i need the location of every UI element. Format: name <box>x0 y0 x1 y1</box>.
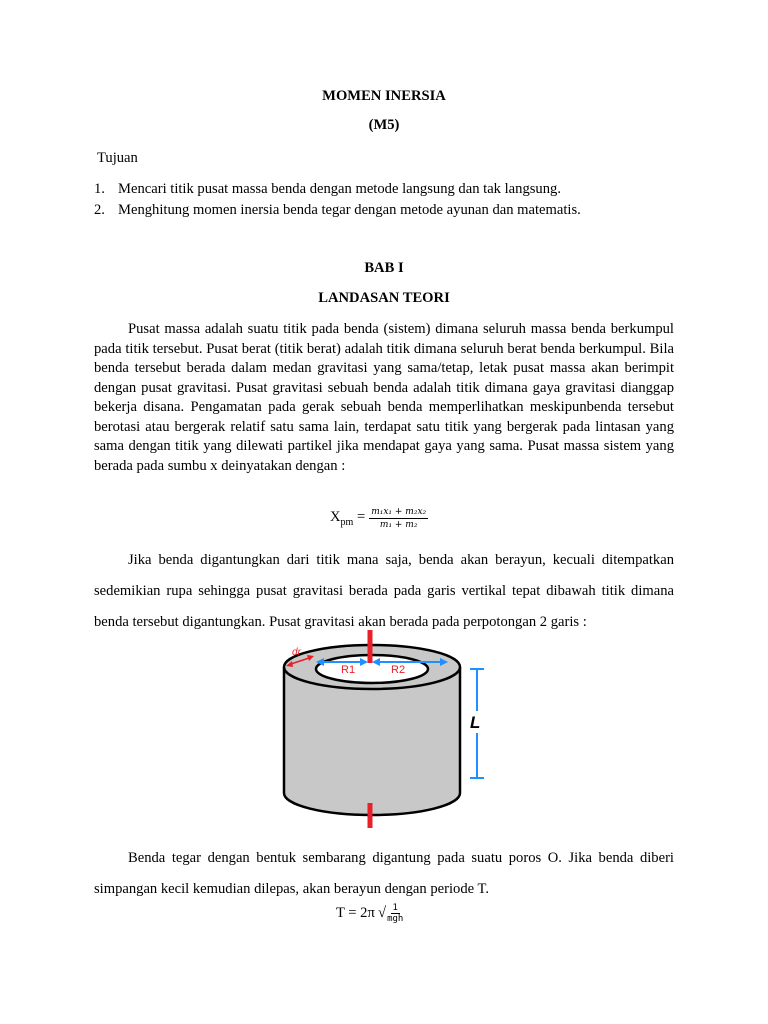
r2-label: R2 <box>391 664 406 676</box>
formula-fraction <box>387 903 403 924</box>
paragraph-center-of-mass <box>94 320 674 476</box>
r1-label: R1 <box>341 664 356 676</box>
formula-numerator: 1 <box>392 903 398 913</box>
formula-numerator: m₁x₁ + m₂x₂ <box>371 507 427 517</box>
list-text: Mencari titik pusat massa benda dengan metode langsung dan tak langsung. <box>118 181 561 197</box>
paragraph-text: Jika benda digantungkan dari titik mana saja, benda akan berayun, kecuali ditempatkan sedemikian rupa sehingga pusat gravitasi berada pada garis vertikal tepat dibawah titik dimana benda tersebut digantungkan. Pusat gravitasi akan berada pada perpotongan 2 garis : <box>94 552 674 630</box>
period-formula <box>336 903 403 924</box>
paragraph-text: Benda tegar dengan bentuk sembarang digantung pada suatu poros O. Jika benda diberi simpangan kecil kemudian dilepas, akan berayun dengan periode T. <box>94 850 674 897</box>
page-title: MOMEN INERSIA <box>322 88 446 104</box>
list-item <box>94 179 581 200</box>
center-of-mass-formula <box>330 507 428 530</box>
formula-subscript: pm <box>340 516 354 528</box>
paragraph-text: Pusat massa adalah suatu titik pada benda (sistem) dimana seluruh massa benda berkumpul pada titik tersebut. Pusat berat (titik berat) adalah titik dimana seluruh berat benda berkumpul. Bila benda tersebut berada dalam medan gravitasi yang sama/tetap, letak pusat massa akan berimpit dengan pusat gravitasi. Pusat gravitasi sebuah benda adalah titik dimana gaya gravitasi dianggap bekerja disana. Pengamatan pada gerak sebuah benda memperlihatkan meskipunbenda tersebut berotasi atau bergerak relatif satu sama lain, terdapat satu titik yang bergerak pada lintasan yang sama dengan titik yang dilewati partikel jika mendapat gaya yang sama. Pusat massa sistem yang berada pada sumbu x deinyatakan dengan : <box>94 321 674 474</box>
dr-label: dr <box>292 647 301 658</box>
page-subtitle: (M5) <box>368 117 400 133</box>
formula-denominator: mgh <box>387 914 404 924</box>
length-label: L <box>470 713 481 732</box>
tujuan-label: Tujuan <box>97 150 138 166</box>
sqrt-icon: √ <box>377 905 387 921</box>
paragraph-pendulum <box>94 843 674 905</box>
formula-equals: = <box>353 509 366 526</box>
formula-denominator: m₁ + m₂ <box>379 520 418 530</box>
hollow-cylinder-diagram <box>270 625 500 830</box>
formula-symbol: X <box>330 509 341 526</box>
goals-list <box>94 179 581 221</box>
chapter-heading: LANDASAN TEORI <box>318 290 450 306</box>
formula-lhs: T = 2π <box>336 905 375 921</box>
list-text: Menghitung momen inersia benda tegar dengan metode ayunan dan matematis. <box>118 202 581 218</box>
list-number: 1. <box>94 181 105 197</box>
formula-lhs <box>330 509 365 528</box>
formula-fraction <box>369 507 428 530</box>
chapter-label: BAB I <box>364 260 404 276</box>
list-number: 2. <box>94 202 105 218</box>
list-item <box>94 200 581 221</box>
